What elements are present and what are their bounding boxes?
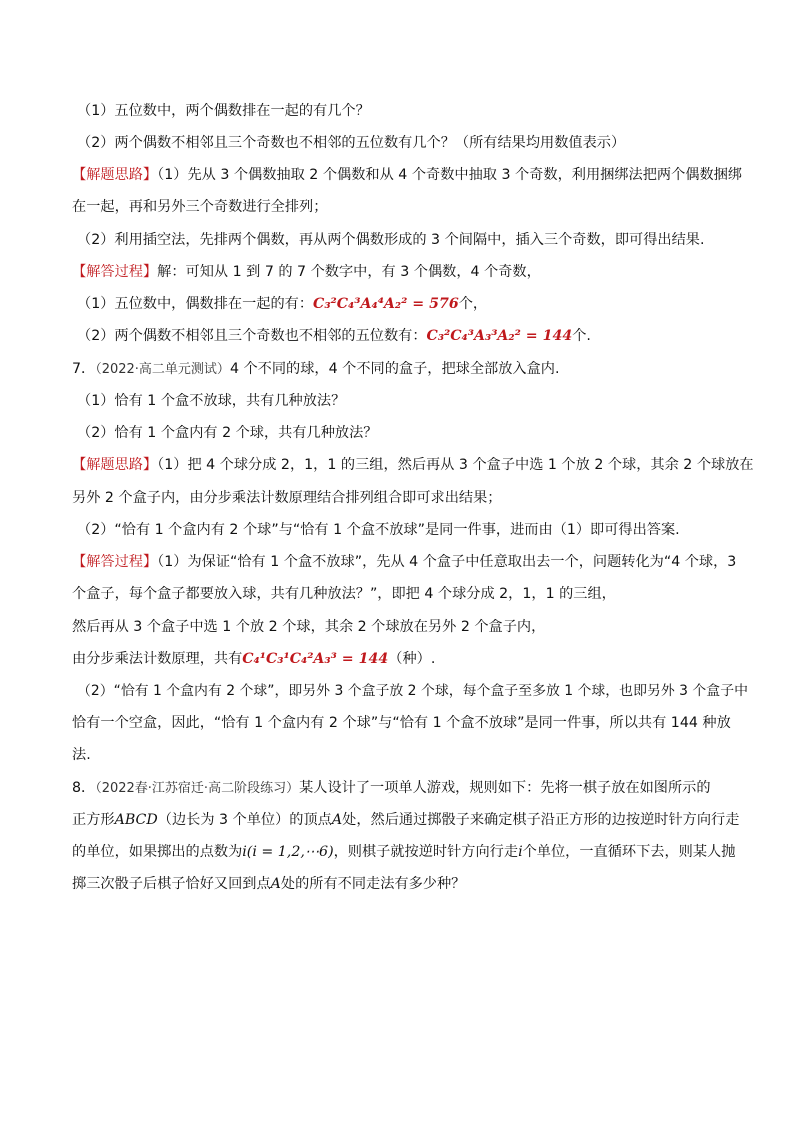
q8-vertex-a: A xyxy=(331,812,343,828)
q6-proc1-text: （1）五位数中，偶数排在一起的有： xyxy=(77,296,314,312)
q6-proc1-formula: C₃²C₄³A₄⁴A₂² = 576 xyxy=(313,296,459,312)
q7-part1: （1）恰有 1 个盒不放球，共有几种放法？ xyxy=(77,393,346,409)
q8-square-name: ABCD xyxy=(114,812,158,828)
q7-proc1-unit: （种）. xyxy=(388,651,436,667)
q6-proc2-text: （2）两个偶数不相邻且三个奇数也不相邻的五位数有： xyxy=(77,328,427,344)
q7-number: 7． xyxy=(72,361,96,377)
q7-proc1-formula: C₄¹C₃¹C₄²A₃³ = 144 xyxy=(242,651,389,667)
q8-variable-i: i xyxy=(518,844,523,860)
q7-stem xyxy=(72,359,724,380)
q8-line1 xyxy=(72,778,724,799)
q7-part2: （2）恰有 1 个盒内有 2 个球，共有几种放法？ xyxy=(77,425,378,441)
q8-dice-formula: i(i = 1,2,⋯6) xyxy=(242,844,334,860)
q7-proc2-line1: （2）“恰有 1 个盒内有 2 个球”，即另外 3 个盒子放 2 个球，每个盒子至多放 1 个球，也即另外 3 个盒子中 xyxy=(77,683,748,699)
q7-proc2-line3: 法. xyxy=(72,747,91,763)
q7-proc2-line2: 恰有一个空盒，因此，“恰有 1 个盒内有 2 个球”与“恰有 1 个盒不放球”是同一件事，所以共有 144 种放 xyxy=(72,715,731,731)
q6-proc-intro-text: 解：可知从 1 到 7 的 7 个数字中，有 3 个偶数，4 个奇数， xyxy=(157,264,541,280)
q6-proc2-formula: C₃²C₄³A₃³A₂² = 144 xyxy=(426,328,573,344)
q7-proc-line3: 然后再从 3 个盒子中选 1 个放 2 个球，其余 2 个球放在另外 2 个盒子内， xyxy=(72,619,546,635)
q6-part2: （2）两个偶数不相邻且三个奇数也不相邻的五位数有几个？（所有结果均用数值表示） xyxy=(77,135,626,151)
q8-point-a: A xyxy=(270,876,281,892)
q8-number: 8． xyxy=(72,780,96,796)
q7-idea-line1 xyxy=(72,455,754,475)
q7-idea1-text: （1）把 4 个球分成 2，1，1 的三组，然后再从 3 个盒子中选 1 个放 2 个球，其余 2 个球放在 xyxy=(157,457,754,473)
q8-line2-text-b: （边长为 3 个单位）的顶点 xyxy=(157,812,332,828)
solution-process-label: 【解答过程】 xyxy=(72,264,158,280)
q8-line3-text-c: 个单位，一直循环下去，则某人抛 xyxy=(522,844,736,860)
q6-idea1-text: （1）先从 3 个偶数抽取 2 个偶数和从 4 个奇数中抽取 3 个奇数，利用捆绑法把两个偶数捆绑 xyxy=(157,167,743,183)
q6-proc1 xyxy=(77,294,724,314)
q7-proc-line1 xyxy=(72,552,737,572)
q8-source: （2022春·江苏宿迁·高二阶段练习） xyxy=(95,781,300,796)
q6-idea2: （2）利用插空法，先排两个偶数，再从两个偶数形成的 3 个间隔中，插入三个奇数，即可得出结果. xyxy=(77,232,705,248)
q8-line4-text-b: 处的所有不同走法有多少种？ xyxy=(280,876,466,892)
q6-proc2 xyxy=(77,326,724,346)
q7-idea-line2: 另外 2 个盒子内，由分步乘法计数原理结合排列组合即可求出结果； xyxy=(72,490,502,506)
solution-idea-label: 【解题思路】 xyxy=(72,167,158,183)
solution-idea-label: 【解题思路】 xyxy=(72,457,158,473)
q8-line4-text-a: 掷三次骰子后棋子恰好又回到点 xyxy=(72,876,271,892)
q6-proc2-unit: 个. xyxy=(572,328,591,344)
q8-line2-text-c: 处，然后通过掷骰子来确定棋子沿正方形的边按逆时针方向行走 xyxy=(342,812,740,828)
q8-line3 xyxy=(72,842,736,862)
q7-stem-text: 4 个不同的球，4 个不同的盒子，把球全部放入盒内. xyxy=(229,361,560,377)
solution-process-label: 【解答过程】 xyxy=(72,554,158,570)
q7-proc1-d-text: 由分步乘法计数原理，共有 xyxy=(72,651,243,667)
q7-idea2: （2）“恰有 1 个盒内有 2 个球”与“恰有 1 个盒不放球”是同一件事，进而由（1）即可得出答案. xyxy=(77,522,680,538)
q8-line2 xyxy=(72,810,740,830)
q6-idea-line2: 在一起，再和另外三个奇数进行全排列； xyxy=(72,199,328,215)
q7-proc-line2: 个盒子，每个盒子都要放入球，共有几种放法？”，即把 4 个球分成 2，1，1 的三组， xyxy=(72,586,616,602)
q8-line3-text-b: ，则棋子就按逆时针方向行走 xyxy=(333,844,519,860)
q8-line3-text-a: 的单位，如果掷出的点数为 xyxy=(72,844,243,860)
q8-line1-text: 某人设计了一项单人游戏，规则如下：先将一棋子放在如图所示的 xyxy=(299,780,711,796)
q6-proc-intro xyxy=(72,262,724,282)
q7-proc-line4 xyxy=(72,649,724,669)
q6-part1: （1）五位数中，两个偶数排在一起的有几个？ xyxy=(77,103,370,119)
q6-idea-line1 xyxy=(72,165,743,185)
q7-proc1-text-a: （1）为保证“恰有 1 个盒不放球”，先从 4 个盒子中任意取出去一个，问题转化为“4 个球，3 xyxy=(157,554,737,570)
q8-line2-text-a: 正方形 xyxy=(72,812,115,828)
q6-proc1-unit: 个， xyxy=(458,296,488,312)
q7-source: （2022·高二单元测试） xyxy=(95,362,230,377)
q8-line4 xyxy=(72,874,724,894)
